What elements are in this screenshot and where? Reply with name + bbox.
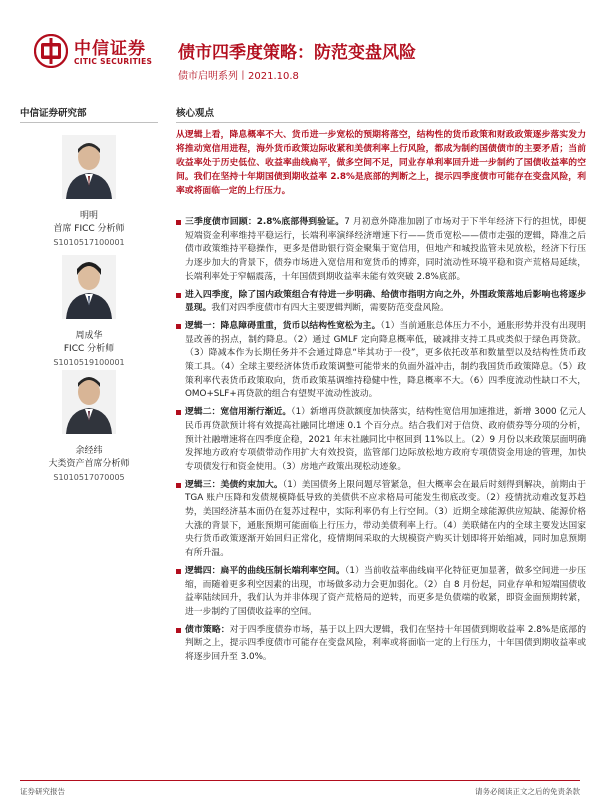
summary-paragraph: 从逻辑上看，降息概率不大、货币进一步宽松的预期将落空，结构性的货币政策和财政政策逐步落实发力将推动宽信用进程，海外货币政策边际收紧和美债利率上行风险，都成为制约国债债市的主要矛盾；当前收益率处于历史低位、收益率曲线扁平，做多空间不足，同业存单利率回升进一步制约了国债收益率的空间。我们在坚持十年期国债到期收益率 2.8%是底部的判断之上，提示四季度债市可能存在变盘风险，利率或将面临一定的上行压力。 <box>176 130 586 197</box>
footer-disclaimer: 请务必阅读正文之后的免责条款 <box>475 787 580 796</box>
key-point-lead: 债市策略： <box>185 624 230 635</box>
analyst-photo <box>62 370 116 434</box>
bullet-square-icon <box>176 220 181 225</box>
bullet-square-icon <box>176 410 181 415</box>
report-title: 债市四季度策略：防范变盘风险 <box>178 43 416 63</box>
key-point <box>176 320 586 402</box>
analyst-license-id: S1010517100001 <box>53 238 125 247</box>
key-point-text: 7 月初意外降准加剧了市场对于下半年经济下行的担忧，即便短端资金利率维持平稳运行，长端利率演绎经济增速下行——货币宽松——债市走强的逻辑，降准之后债市政策维持平稳操作，更多是借助银行资金聚集于宽信用，但地产和城投监管未见放松，经济下行压力逐步加大的背景下，债券市场进入宽信用和宽货币的博弈，同时流动性环境平稳和资产荒格局延续，长端利率处于窄幅震荡，十年国债到期收益率未能有效突破 2.8%底部。 <box>185 217 586 282</box>
analyst-name: 明明 <box>79 211 98 221</box>
bullet-square-icon <box>176 483 181 488</box>
analyst-license-id: S1010519100001 <box>53 358 125 367</box>
citic-logo <box>22 26 177 76</box>
bullet-square-icon <box>176 628 181 633</box>
footer-report-type: 证券研究报告 <box>20 787 65 796</box>
citic-logo-icon <box>34 34 68 68</box>
key-point-lead: 逻辑二：宽信用渐行渐近。 <box>185 407 292 418</box>
analyst-license-id: S1010517070005 <box>53 473 125 482</box>
analyst-photo <box>62 135 116 199</box>
analyst-name: 周成华 <box>75 331 103 341</box>
key-point-text: 对于四季度债券市场，基于以上四大逻辑，我们在坚持十年国债到期收益率 2.8%是底部的判断之上，提示四季度债市可能存在变盘风险，利率或将面临一定的上行压力，十年国债到期收益率或将逐步回升至 3.0%。 <box>185 624 586 663</box>
key-point <box>176 624 586 665</box>
key-points-list <box>176 216 586 669</box>
key-point-text: （1）当前通胀总体压力不小，通胀形势并没有出现明显改善的拐点，制约降息。（2）通过 GMLF 定向降息概率低，破减排支持工具或类似于绿色再贷款。（3）降减本作为长期任务并不会通过降息“毕其功于一役”，更多依托改革和数量型以及结构性货币政策工具。（4）全球主要经济体货币政策调整可能带来的负面外溢冲击，制约我国货币政策降息。（5）政策利率代表货币政策取向，货币政策基调维持稳健中性，降息概率不大。（6）四季度流动性缺口不大，OMO+SLF+再贷款的组合有望熨平流动性波动。 <box>185 320 586 400</box>
page-footer <box>20 780 580 798</box>
key-point <box>176 406 586 475</box>
analyst-name: 余经纬 <box>75 446 103 456</box>
research-dept-heading: 中信证券研究部 <box>20 105 158 123</box>
report-header <box>0 0 600 90</box>
key-point-lead: 三季度债市回顾：2.8%底部得到验证。 <box>185 217 345 227</box>
key-point <box>176 479 586 561</box>
analyst-card <box>20 370 158 484</box>
analyst-card <box>20 255 158 369</box>
key-point <box>176 289 586 316</box>
key-point-text: （1）当前收益率曲线扁平化特征更加显著，做多空间进一步压缩，而随着更多利空因素的出现，市场做多动力会更加弱化。（2）自 8 月份起，同业存单和短端国债收益率陆续回升，我们认为并非体现了资产荒格局的逆转，而更多是负债端的收紧，即资金面预期转紧，进一步制约了国债收益率的空间。 <box>185 565 586 617</box>
key-point <box>176 216 586 285</box>
bullet-square-icon <box>176 324 181 329</box>
key-point-lead: 进入四季度，除了国内政策组合有待进一步明确、给债市指明方向之外，外围政策落地后影响也将逐步显现。 <box>185 289 586 314</box>
analyst-card <box>20 135 158 249</box>
bullet-square-icon <box>176 293 181 298</box>
key-point-lead: 逻辑四：扁平的曲线压制长端利率空间。 <box>185 565 345 576</box>
key-point-text: （1）新增再贷款额度加快落实，结构性宽信用加速推进，新增 3000 亿元人民币再贷款预计将有效提高社融同比增速 0.1 个百分点。结合我们对于信贷、政府债券等分项的分析，预计社融增速将在四季度企稳，2021 年末社融同比中枢回到 11%以上。（2）9 月份以来政策层面明确发挥地方政府专项债带动作用扩大有效投资，监管部门边际放松地方政府专项债资金用途的管理，加快专项债发行和资金使用。（3）房地产政策出现松动迹象。 <box>185 407 586 472</box>
key-point-text: （1）美国债务上限问题尽管紧急，但大概率会在最后时刻得到解决，前期由于 TGA 账户压降和发债规模降低导致的美债供不应求格局可能发生彻底改变。（2）疫情扰动难改复苏趋势，美国经济基本面仍在复苏过程中，实际利率仍有上行空间。（3）近期全球能源供应短缺、能源价格大涨的背景下，通胀预期可能面临上行压力，带动美债利率上行。（4）美联储在内的全球主要发达国家央行货币政策逐渐开始回归正常化，疫情期间采取的大规模资产购买计划即将开始缩减，同时加息预期有所升温。 <box>185 479 586 559</box>
key-point-text: 我们对四季度债市有四大主要逻辑判断，需要防范变盘风险。 <box>211 303 449 314</box>
analyst-role: FICC 分析师 <box>63 344 115 354</box>
brand-name-cn: 中信证券 <box>74 39 146 59</box>
brand-name-en: CITIC SECURITIES <box>74 57 153 66</box>
analyst-role: 首席 FICC 分析师 <box>53 224 125 234</box>
bullet-square-icon <box>176 569 181 574</box>
key-point-lead: 逻辑三：美债约束加大。 <box>185 479 283 490</box>
analyst-role: 大类资产首席分析师 <box>48 459 130 469</box>
report-subtitle: 债市启明系列丨2021.10.8 <box>178 71 299 82</box>
core-views-heading: 核心观点 <box>176 105 580 123</box>
key-point <box>176 565 586 620</box>
analyst-photo <box>62 255 116 319</box>
key-point-lead: 逻辑一：降息障碍重重，货币以结构性宽松为主。 <box>185 320 381 331</box>
